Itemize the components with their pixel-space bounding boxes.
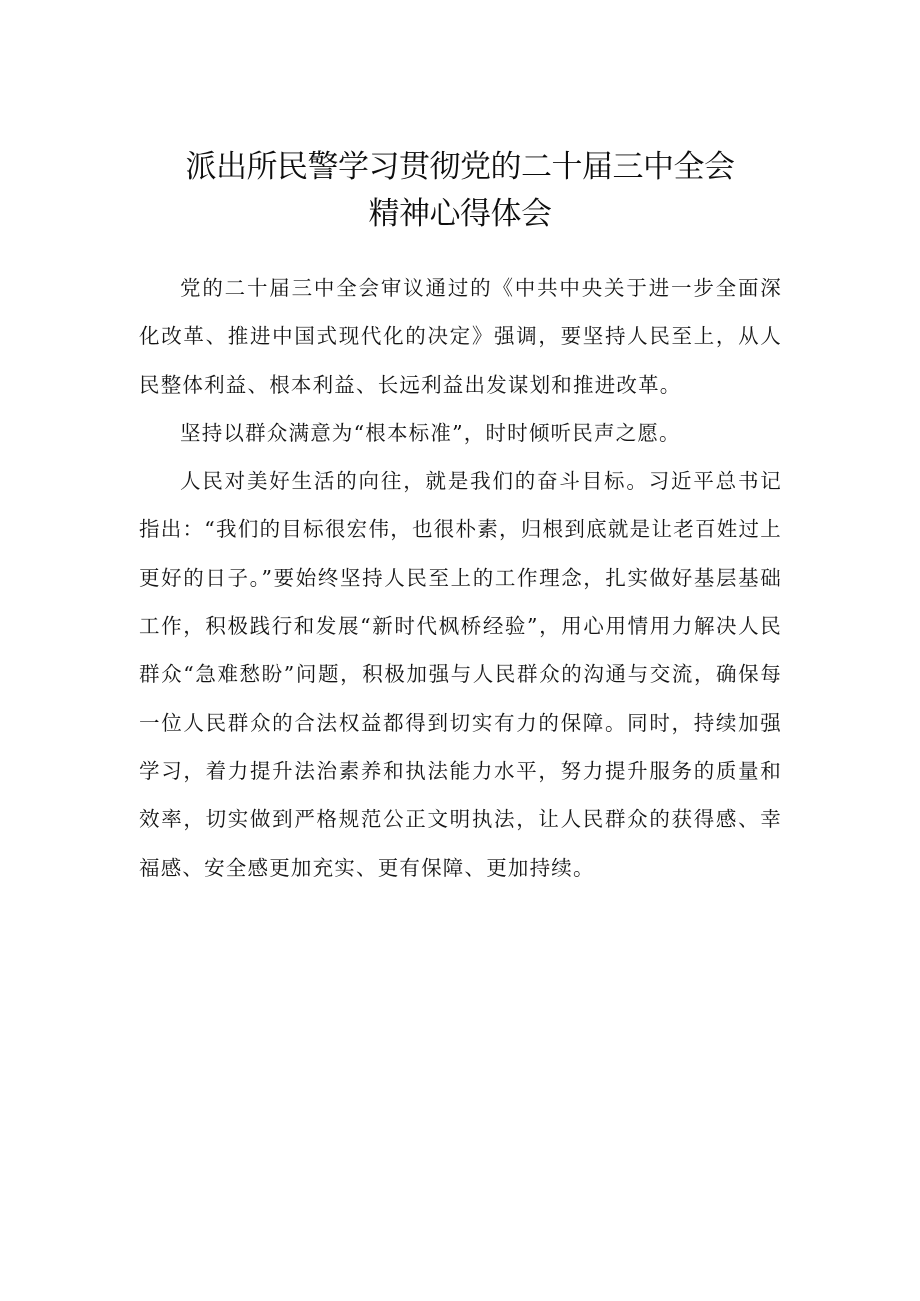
- paragraph-3: 人民对美好生活的向往，就是我们的奋斗目标。习近平总书记指出：“我们的目标很宏伟，也很朴素，归根到底就是让老百姓过上更好的日子。”要始终坚持人民至上的工作理念，扎实做好基层基础工作，积极践行和发展“新时代枫桥经验”，用心用情用力解决人民群众“急难愁盼”问题，积极加强与人民群众的沟通与交流，确保每一位人民群众的合法权益都得到切实有力的保障。同时，持续加强学习，着力提升法治素养和执法能力水平，努力提升服务的质量和效率，切实做到严格规范公正文明执法，让人民群众的获得感、幸福感、安全感更加充实、更有保障、更加持续。: [139, 469, 782, 880]
- document-body: [139, 264, 782, 892]
- paragraph-1: 党的二十届三中全会审议通过的《中共中央关于进一步全面深化改革、推进中国式现代化的决定》强调，要坚持人民至上，从人民整体利益、根本利益、长远利益出发谋划和推进改革。: [139, 276, 782, 397]
- page-title: [90, 144, 830, 238]
- title-line-1: 派出所民警学习贯彻党的二十届三中全会: [185, 149, 735, 185]
- title-line-2: 精神心得体会: [368, 196, 552, 232]
- paragraph-2: 坚持以群众满意为“根本标准”，时时倾听民声之愿。: [180, 420, 681, 445]
